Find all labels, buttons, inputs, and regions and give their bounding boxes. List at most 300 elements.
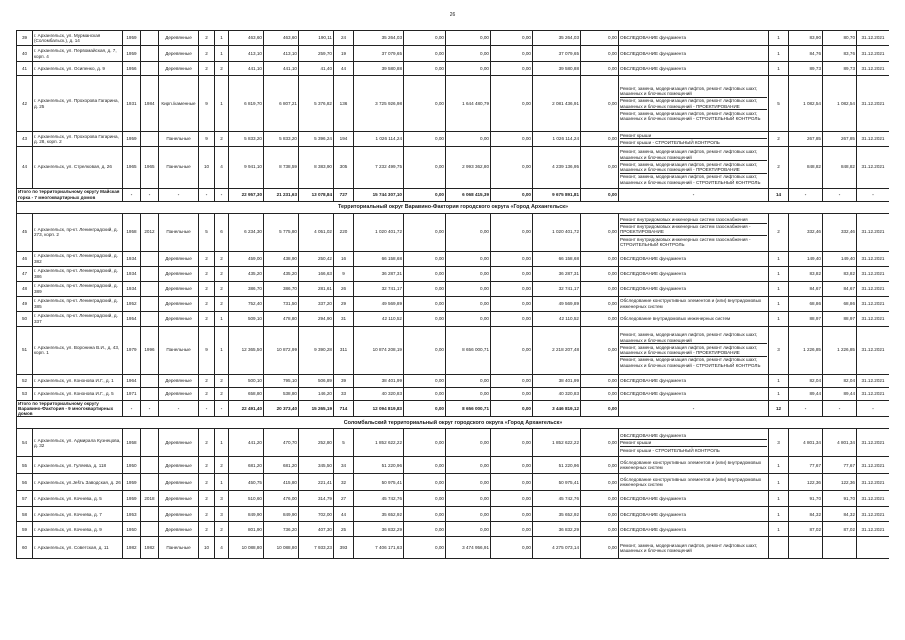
entrances: 1 (215, 76, 229, 132)
fund-1: 0,00 (404, 374, 446, 387)
residents: 33 (334, 387, 354, 400)
units: 1 (769, 251, 789, 266)
units: 1 (769, 266, 789, 281)
area-private: 221,41 (299, 474, 334, 491)
fund-3: 0,00 (491, 507, 533, 522)
work-types (619, 213, 769, 251)
total-fund-2: 8 656 000,71 (446, 400, 491, 417)
floors: 2 (199, 251, 215, 266)
year-reconstructed (141, 31, 159, 46)
fund-2: 0,00 (446, 31, 491, 46)
residents: 25 (334, 522, 354, 537)
wall-material: Деревянные (159, 474, 199, 491)
fund-1: 0,00 (404, 146, 446, 188)
year-built: 1954 (123, 311, 141, 326)
fund-4: 1 026 114,24 (533, 132, 581, 147)
floors: 2 (199, 31, 215, 46)
year-reconstructed (141, 374, 159, 387)
area-private: 702,00 (299, 507, 334, 522)
fund-3: 0,00 (491, 281, 533, 296)
year-reconstructed (141, 266, 159, 281)
fund-1: 0,00 (404, 62, 446, 76)
wall-material: Деревянные (159, 522, 199, 537)
area-private: 5 396,24 (299, 132, 334, 147)
total-dash: - (789, 188, 823, 201)
fund-3: 0,00 (491, 491, 533, 507)
area-living: 10 872,99 (264, 326, 299, 374)
area-living: 386,70 (264, 281, 299, 296)
address: г. Архангельск, ул. Прохорова Гагарина, д. 28, корп. 2 (33, 132, 123, 147)
year-reconstructed (141, 387, 159, 400)
work-types (619, 457, 769, 474)
total-area-private: 15 265,19 (299, 400, 334, 417)
fund-5: 0,00 (581, 474, 619, 491)
unit-cost-1: 89,73 (789, 62, 823, 76)
repair-cost: 35 264,03 (354, 31, 404, 46)
wall-material: Деревянные (159, 296, 199, 311)
address: г. Архангельск, пр-кт. Ленинградский, д. 386 (33, 266, 123, 281)
total-dash: - (215, 400, 229, 417)
total-fund-1: 0,00 (404, 188, 446, 201)
area-living: 476,00 (264, 491, 299, 507)
area-living: 10 088,80 (264, 537, 299, 559)
residents: 136 (334, 76, 354, 132)
fund-5: 0,00 (581, 296, 619, 311)
floors: 2 (199, 387, 215, 400)
fund-5: 0,00 (581, 457, 619, 474)
fund-1: 0,00 (404, 326, 446, 374)
page-number: 26 (449, 12, 456, 18)
fund-2: 0,00 (446, 491, 491, 507)
address: г. Архангельск, ул. Гуляева, д. 118 (33, 457, 123, 474)
total-area: 5 833,20 (229, 132, 264, 147)
floors: 10 (199, 146, 215, 188)
row-number: 44 (17, 146, 33, 188)
wall-material: Кирп./каменные (159, 76, 199, 132)
units: 3 (769, 429, 789, 457)
total-area: 801,90 (229, 522, 264, 537)
fund-4: 1 020 401,72 (533, 213, 581, 251)
work-type-item: Ремонт, замена, модернизация лифтов, ремонт лифтовых шахт, машинных и блочных помещений (620, 332, 767, 345)
work-types (619, 474, 769, 491)
year-reconstructed (141, 522, 159, 537)
table-row (17, 31, 890, 46)
year-reconstructed (141, 251, 159, 266)
completion-date: 31.12.2021 (857, 507, 890, 522)
address: г. Архангельск, ул. Кочнева, д. 7 (33, 507, 123, 522)
work-types (619, 266, 769, 281)
fund-3: 0,00 (491, 296, 533, 311)
completion-date: 31.12.2021 (857, 213, 890, 251)
year-reconstructed (141, 132, 159, 147)
unit-cost-1: 4 801,34 (789, 429, 823, 457)
address: г. Архангельск, ул.Ješть Заводская, д. 26 (33, 474, 123, 491)
table-row (17, 46, 890, 62)
unit-cost-2: 149,40 (823, 251, 857, 266)
fund-2: 8 656 000,71 (446, 326, 491, 374)
fund-4: 32 741,17 (533, 281, 581, 296)
year-built: 1979 (123, 326, 141, 374)
address: г. Архангельск, ул. Кочнева, д. 5 (33, 491, 123, 507)
year-built: 1959 (123, 491, 141, 507)
area-private: 252,80 (299, 429, 334, 457)
repair-cost: 42 110,52 (354, 311, 404, 326)
completion-date (857, 537, 890, 559)
total-dash: - (619, 400, 769, 417)
fund-5: 0,00 (581, 507, 619, 522)
entrances: 4 (215, 537, 229, 559)
total-dash: - (619, 188, 769, 201)
total-fund-4: 9 675 891,81 (533, 188, 581, 201)
work-types (619, 296, 769, 311)
year-reconstructed (141, 429, 159, 457)
wall-material: Деревянные (159, 387, 199, 400)
entrances: 1 (215, 474, 229, 491)
work-type-item: ОБСЛЕДОВАНИЕ фундамента (620, 35, 687, 41)
residents: 44 (334, 62, 354, 76)
fund-4: 49 569,89 (533, 296, 581, 311)
table-row (17, 76, 890, 132)
units: 1 (769, 491, 789, 507)
fund-4: 4 275 073,14 (533, 537, 581, 559)
fund-2: 0,00 (446, 507, 491, 522)
unit-cost-1: 88,97 (789, 311, 823, 326)
fund-2: 0,00 (446, 311, 491, 326)
district-total-row (17, 400, 890, 417)
table-row (17, 537, 890, 559)
year-built: 1934 (123, 266, 141, 281)
repair-cost: 1 852 622,22 (354, 429, 404, 457)
fund-5: 0,00 (581, 491, 619, 507)
entrances: 2 (215, 387, 229, 400)
fund-4: 4 239 136,95 (533, 146, 581, 188)
total-area: 658,80 (229, 387, 264, 400)
total-dash: - (199, 400, 215, 417)
unit-cost-1: 122,36 (789, 474, 823, 491)
year-built: 1959 (123, 31, 141, 46)
table-row (17, 474, 890, 491)
area-living: 681,20 (264, 457, 299, 474)
row-number: 54 (17, 429, 33, 457)
floors: 2 (199, 62, 215, 76)
work-type-item: Обследование внутридомовых инженерных систем (620, 315, 731, 321)
unit-cost-1: 848,82 (789, 146, 823, 188)
total-area-private: 13 078,84 (299, 188, 334, 201)
completion-date: 31.12.2021 (857, 266, 890, 281)
units: 1 (769, 311, 789, 326)
residents: 31 (334, 311, 354, 326)
unit-cost-1: 84,76 (789, 46, 823, 62)
fund-1: 0,00 (404, 76, 446, 132)
work-types (619, 387, 769, 400)
year-built: 1934 (123, 251, 141, 266)
floors: 2 (199, 296, 215, 311)
entrances: 4 (215, 146, 229, 188)
unit-cost-2: 4 801,34 (823, 429, 857, 457)
work-type-item: Ремонт крыши (620, 132, 767, 139)
work-type-item: ОБСЛЕДОВАНИЕ фундамента (620, 390, 687, 396)
table-row (17, 266, 890, 281)
floors: 2 (199, 491, 215, 507)
repair-cost: 49 569,89 (354, 296, 404, 311)
repair-cost: 35 652,92 (354, 507, 404, 522)
district-total-row (17, 188, 890, 201)
unit-cost-2: 89,73 (823, 62, 857, 76)
work-type-item: ОБСЛЕДОВАНИЕ фундамента (620, 432, 767, 439)
repair-cost: 7 232 499,75 (354, 146, 404, 188)
row-number: 48 (17, 281, 33, 296)
table-row (17, 213, 890, 251)
completion-date: 31.12.2021 (857, 522, 890, 537)
total-area: 6 234,30 (229, 213, 264, 251)
fund-2: 0,00 (446, 62, 491, 76)
table-row (17, 507, 890, 522)
floors: 9 (199, 76, 215, 132)
fund-4: 37 079,65 (533, 46, 581, 62)
entrances: 2 (215, 62, 229, 76)
units: 1 (769, 522, 789, 537)
unit-cost-1: 83,82 (789, 266, 823, 281)
address: г. Архангельск, ул. Первомайская, д. 7, корп. 4 (33, 46, 123, 62)
year-built: 1965 (123, 146, 141, 188)
units: 1 (769, 507, 789, 522)
document-sheet (16, 30, 889, 634)
repair-cost: 51 220,96 (354, 457, 404, 474)
floors: 10 (199, 537, 215, 559)
fund-5: 0,00 (581, 281, 619, 296)
repair-cost: 36 287,31 (354, 266, 404, 281)
total-area: 386,70 (229, 281, 264, 296)
fund-2: 0,00 (446, 387, 491, 400)
fund-2: 0,00 (446, 281, 491, 296)
address: г. Архангельск, ул. Воронина В.И., д. 43, корп. 1 (33, 326, 123, 374)
entrances: 1 (215, 326, 229, 374)
entrances: 2 (215, 132, 229, 147)
fund-3: 0,00 (491, 31, 533, 46)
unit-cost-1: 87,02 (789, 522, 823, 537)
year-reconstructed (141, 311, 159, 326)
address: г. Архангельск, ул. Мурманская (Соломбальск.), д. 14 (33, 31, 123, 46)
unit-cost-2: 88,97 (823, 311, 857, 326)
floors: 9 (199, 132, 215, 147)
total-area: 22 491,40 (229, 400, 264, 417)
entrances: 2 (215, 296, 229, 311)
area-private: 9 390,28 (299, 326, 334, 374)
floors: 2 (199, 311, 215, 326)
entrances: 3 (215, 491, 229, 507)
fund-5: 0,00 (581, 213, 619, 251)
fund-3: 0,00 (491, 429, 533, 457)
year-reconstructed: 1982 (141, 537, 159, 559)
floors: 9 (199, 326, 215, 374)
total-dash: - (141, 188, 159, 201)
work-type-item: ОБСЛЕДОВАНИЕ фундамента (620, 255, 687, 261)
total-residents: 727 (334, 188, 354, 201)
unit-cost-2: 91,70 (823, 491, 857, 507)
units: 1 (769, 374, 789, 387)
total-dash: - (857, 188, 890, 201)
total-label: Итого по территориальному округу Майская горка - 7 многоквартирных домов (17, 188, 123, 201)
residents: 32 (334, 474, 354, 491)
wall-material: Деревянные (159, 374, 199, 387)
total-cost: 15 744 307,10 (354, 188, 404, 201)
row-number: 57 (17, 491, 33, 507)
entrances: 1 (215, 311, 229, 326)
address: г. Архангельск, пр-кт. Ленинградский, д. 385 (33, 296, 123, 311)
wall-material: Деревянные (159, 457, 199, 474)
work-type-item: Ремонт, замена, модернизация лифтов, ремонт лифтовых шахт, машинных и блочных помещений (620, 542, 758, 553)
district-section-header (17, 201, 890, 213)
year-reconstructed (141, 281, 159, 296)
repair-cost: 40 320,83 (354, 387, 404, 400)
residents: 9 (334, 266, 354, 281)
year-built: 1953 (123, 507, 141, 522)
fund-3: 0,00 (491, 76, 533, 132)
total-fund-3: 0,00 (491, 188, 533, 201)
row-number: 59 (17, 522, 33, 537)
work-types (619, 62, 769, 76)
units: 1 (769, 281, 789, 296)
row-number: 53 (17, 387, 33, 400)
total-dash: - (141, 400, 159, 417)
residents: 220 (334, 213, 354, 251)
work-type-item: Ремонт внутридомовых инженерных систем газоснабжения - СТРОИТЕЛЬНЫЙ КОНТРОЛЬ (620, 236, 751, 247)
fund-3: 0,00 (491, 374, 533, 387)
address: г. Архангельск, ул. Стрелковая, д. 26 (33, 146, 123, 188)
work-type-item: Обследование конструктивных элементов и (или) внутридомовых инженерных систем (620, 460, 762, 471)
fund-1: 0,00 (404, 522, 446, 537)
fund-1: 0,00 (404, 387, 446, 400)
row-number: 60 (17, 537, 33, 559)
work-type-item: Ремонт, замена, модернизация лифтов, ремонт лифтовых шахт, машинных и блочных помещений - ПРОЕКТИРОВАНИЕ (620, 344, 767, 357)
address: г. Архангельск, ул. Прохорова Гагарина, д. 25 (33, 76, 123, 132)
address: г. Архангельск, пр-кт. Ленинградский, д. 273, корп. 2 (33, 213, 123, 251)
unit-cost-2: 80,70 (823, 31, 857, 46)
entrances: 1 (215, 429, 229, 457)
entrances: 2 (215, 266, 229, 281)
section-title: Соломбальский территориальный округ городского округа «Город Архангельск» (17, 417, 890, 429)
table-row (17, 311, 890, 326)
total-area: 510,60 (229, 491, 264, 507)
completion-date: 31.12.2021 (857, 429, 890, 457)
repair-cost: 36 832,29 (354, 522, 404, 537)
fund-4: 50 975,41 (533, 474, 581, 491)
unit-cost-2: 83,82 (823, 266, 857, 281)
work-types (619, 522, 769, 537)
completion-date: 31.12.2021 (857, 76, 890, 132)
area-private: 506,89 (299, 374, 334, 387)
unit-cost-1: 89,44 (789, 387, 823, 400)
work-types (619, 251, 769, 266)
fund-2: 0,00 (446, 251, 491, 266)
unit-cost-1: 149,40 (789, 251, 823, 266)
fund-3: 0,00 (491, 213, 533, 251)
year-reconstructed: 1996 (141, 326, 159, 374)
completion-date: 31.12.2021 (857, 326, 890, 374)
unit-cost-1: 1 082,54 (789, 76, 823, 132)
repair-cost: 50 975,41 (354, 474, 404, 491)
fund-3: 0,00 (491, 266, 533, 281)
entrances: 2 (215, 251, 229, 266)
area-private: 259,70 (299, 46, 334, 62)
unit-cost-2: 1 226,85 (823, 326, 857, 374)
fund-5: 0,00 (581, 46, 619, 62)
completion-date: 31.12.2021 (857, 62, 890, 76)
area-private: 281,61 (299, 281, 334, 296)
residents: 19 (334, 46, 354, 62)
table-row (17, 387, 890, 400)
residents: 34 (334, 457, 354, 474)
units: 2 (769, 132, 789, 147)
total-residents: 714 (334, 400, 354, 417)
work-types (619, 31, 769, 46)
residents: 26 (334, 281, 354, 296)
work-types (619, 507, 769, 522)
area-living: 6 807,21 (264, 76, 299, 132)
work-type-item: ОБСЛЕДОВАНИЕ фундамента (620, 270, 687, 276)
fund-5: 0,00 (581, 251, 619, 266)
units: 1 (769, 457, 789, 474)
work-types (619, 76, 769, 132)
entrances: 3 (215, 507, 229, 522)
entrances: 2 (215, 281, 229, 296)
work-type-item: Ремонт, замена, модернизация лифтов, ремонт лифтовых шахт, машинных и блочных помещений - ПРОЕКТИРОВАНИЕ (620, 98, 767, 111)
year-built: 1964 (123, 374, 141, 387)
area-private: 337,20 (299, 296, 334, 311)
units: 5 (769, 76, 789, 132)
residents: 393 (334, 537, 354, 559)
residents: 194 (334, 132, 354, 147)
fund-2: 2 993 362,80 (446, 146, 491, 188)
repair-cost: 1 026 114,24 (354, 132, 404, 147)
row-number: 45 (17, 213, 33, 251)
total-units: 12 (769, 400, 789, 417)
repair-cost: 1 020 401,72 (354, 213, 404, 251)
wall-material: Деревянные (159, 31, 199, 46)
work-types (619, 281, 769, 296)
work-type-item: Ремонт крыши - СТРОИТЕЛЬНЫЙ КОНТРОЛЬ (620, 447, 720, 453)
fund-4: 42 110,52 (533, 311, 581, 326)
total-area: 441,20 (229, 429, 264, 457)
total-area: 6 819,70 (229, 76, 264, 132)
total-area: 463,60 (229, 31, 264, 46)
work-type-item: Ремонт, замена, модернизация лифтов, ремонт лифтовых шахт, машинных и блочных помещений - СТРОИТЕЛЬНЫЙ КОНТРОЛЬ (620, 174, 761, 185)
total-units: 14 (769, 188, 789, 201)
fund-4: 1 852 622,22 (533, 429, 581, 457)
units: 1 (769, 387, 789, 400)
table-row (17, 281, 890, 296)
units: 2 (769, 213, 789, 251)
wall-material: Деревянные (159, 62, 199, 76)
fund-3: 0,00 (491, 251, 533, 266)
row-number: 50 (17, 311, 33, 326)
total-area: 9 941,10 (229, 146, 264, 188)
wall-material: Панельные (159, 213, 199, 251)
address: г. Архангельск, пр-кт. Ленинградский, д. 337 (33, 311, 123, 326)
wall-material: Деревянные (159, 311, 199, 326)
fund-1: 0,00 (404, 474, 446, 491)
area-living: 731,50 (264, 296, 299, 311)
unit-cost-1: 1 226,85 (789, 326, 823, 374)
fund-2: 0,00 (446, 522, 491, 537)
area-private: 146,20 (299, 387, 334, 400)
unit-cost-2: 83,76 (823, 46, 857, 62)
fund-5: 0,00 (581, 537, 619, 559)
area-living: 5 775,80 (264, 213, 299, 251)
fund-3: 0,00 (491, 522, 533, 537)
fund-3: 0,00 (491, 311, 533, 326)
total-dash: - (823, 188, 857, 201)
